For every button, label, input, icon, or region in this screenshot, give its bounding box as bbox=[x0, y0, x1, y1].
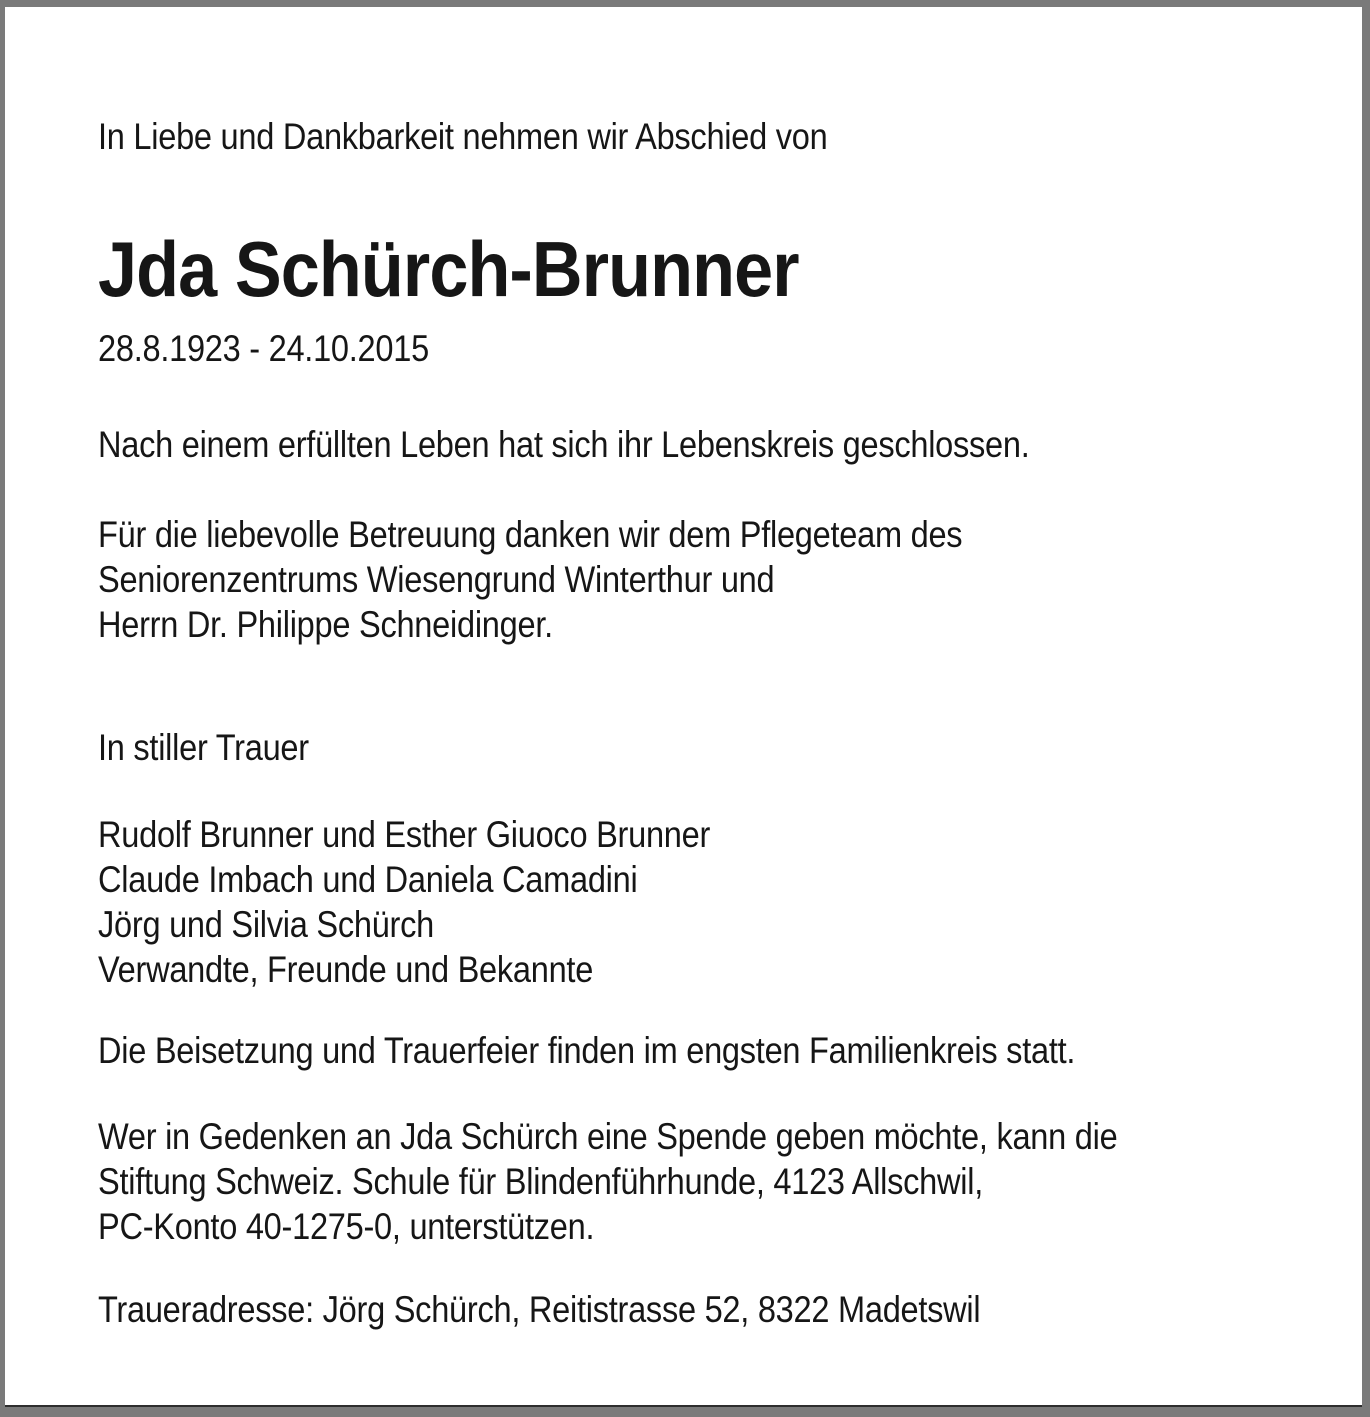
funeral-sentence: Die Beisetzung und Trauerfeier finden im engsten Familienkreis statt. bbox=[98, 1030, 1076, 1071]
mourner-line: Verwandte, Freunde und Bekannte bbox=[98, 949, 594, 990]
mourning-address: Traueradresse: Jörg Schürch, Reitistrasse 52, 8322 Madetswil bbox=[98, 1289, 981, 1330]
mourner-line: Claude Imbach und Daniela Camadini bbox=[98, 859, 638, 900]
life-sentence: Nach einem erfüllten Leben hat sich ihr Lebenskreis geschlossen. bbox=[98, 424, 1030, 465]
thanks-line: Herrn Dr. Philippe Schneidinger. bbox=[98, 604, 553, 645]
thanks-line: Für die liebevolle Betreuung danken wir dem Pflegeteam des bbox=[98, 514, 963, 555]
mourner-line: Jörg und Silvia Schürch bbox=[98, 904, 434, 945]
donation-line: Wer in Gedenken an Jda Schürch eine Spende geben möchte, kann die bbox=[98, 1116, 1118, 1157]
life-dates: 28.8.1923 - 24.10.2015 bbox=[98, 328, 429, 369]
mourning-label: In stiller Trauer bbox=[98, 727, 309, 768]
thanks-line: Seniorenzentrums Wiesengrund Winterthur und bbox=[98, 559, 775, 600]
deceased-name: Jda Schürch-Brunner bbox=[98, 225, 799, 313]
intro-line: In Liebe und Dankbarkeit nehmen wir Abschied von bbox=[98, 116, 828, 157]
donation-line: PC-Konto 40-1275-0, unterstützen. bbox=[98, 1206, 595, 1247]
mourner-line: Rudolf Brunner und Esther Giuoco Brunner bbox=[98, 814, 711, 855]
donation-line: Stiftung Schweiz. Schule für Blindenführhunde, 4123 Allschwil, bbox=[98, 1161, 984, 1202]
